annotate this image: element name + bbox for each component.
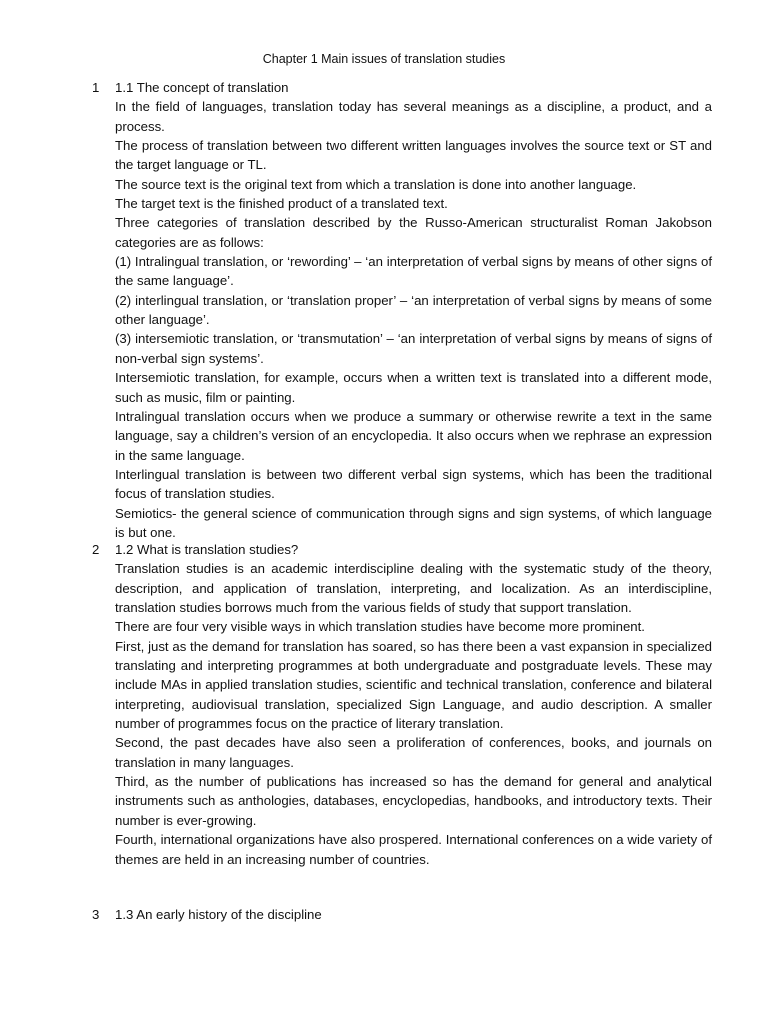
paragraph: In the field of languages, translation today has several meanings as a discipline, a product, and a process. <box>115 99 712 134</box>
paragraph: (2) interlingual translation, or ‘translation proper’ – ‘an interpretation of verbal signs by means of some other language’. <box>115 292 712 328</box>
paragraph: The target text is the finished product of a translated text. <box>115 196 448 212</box>
page-title: Chapter 1 Main issues of translation studies <box>262 52 506 66</box>
section-title: 1.1 The concept of translation <box>115 80 289 95</box>
paragraph: Intralingual translation occurs when we produce a summary or otherwise rewrite a text in the same language, say a children’s version of an encyclopedia. It also occurs when we rephrase an expression in the same language. <box>115 408 712 463</box>
section-3 <box>92 905 712 924</box>
section-number: 3 <box>92 907 100 922</box>
section-title: 1.3 An early history of the discipline <box>115 907 322 922</box>
paragraph: The source text is the original text from which a translation is done into another language. <box>115 176 637 192</box>
section-body <box>115 97 712 542</box>
paragraph: Interlingual translation is between two different verbal sign systems, which has been the traditional focus of translation studies. <box>115 466 712 502</box>
paragraph: Fourth, international organizations have also prospered. International conferences on a wide variety of themes are held in an increasing number of countries. <box>115 832 712 867</box>
paragraph: (3) intersemiotic translation, or ‘transmutation’ – ‘an interpretation of verbal signs by means of signs of non-verbal sign systems’. <box>115 331 712 366</box>
paragraph: The process of translation between two different written languages involves the source text or ST and the target language or TL. <box>115 138 712 173</box>
section-heading <box>92 540 712 559</box>
paragraph: Three categories of translation described by the Russo-American structuralist Roman Jakobson categories are as follows: <box>115 215 712 250</box>
paragraph: (1) Intralingual translation, or ‘rewording’ – ‘an interpretation of verbal signs by means of other signs of the same language’. <box>115 254 712 289</box>
section-1 <box>92 78 712 542</box>
section-2 <box>92 540 712 869</box>
paragraph: Second, the past decades have also seen a proliferation of conferences, books, and journals on translation in many languages. <box>115 735 712 770</box>
section-heading <box>92 905 712 924</box>
paragraph: Translation studies is an academic interdiscipline dealing with the systematic study of the theory, description, and application of translation, interpreting, and localization. As an interdiscipline, translation studies borrows much from the various fields of study that support translation. <box>115 561 712 616</box>
paragraph: There are four very visible ways in which translation studies have become more prominent. <box>115 619 645 635</box>
section-number: 1 <box>92 80 100 95</box>
section-title: 1.2 What is translation studies? <box>115 542 299 557</box>
section-body <box>115 559 712 869</box>
section-heading <box>92 78 712 97</box>
paragraph: Third, as the number of publications has increased so has the demand for general and analytical instruments such as anthologies, databases, encyclopedias, handbooks, and introductory texts. Their number is ever-growing. <box>115 774 712 828</box>
paragraph: Intersemiotic translation, for example, occurs when a written text is translated into a different mode, such as music, film or painting. <box>115 370 712 405</box>
paragraph: First, just as the demand for translation has soared, so has there been a vast expansion in specialized translating and interpreting programmes at both undergraduate and postgraduate levels. These may include MAs in applied translation studies, scientific and technical translation, conference and bilateral interpreting, audiovisual translation, specialized Sign Language, and audio description. A smaller number of programmes focus on the practice of literary translation. <box>115 638 712 732</box>
paragraph: Semiotics- the general science of communication through signs and sign systems, of which language is but one. <box>115 505 712 540</box>
section-number: 2 <box>92 542 100 557</box>
